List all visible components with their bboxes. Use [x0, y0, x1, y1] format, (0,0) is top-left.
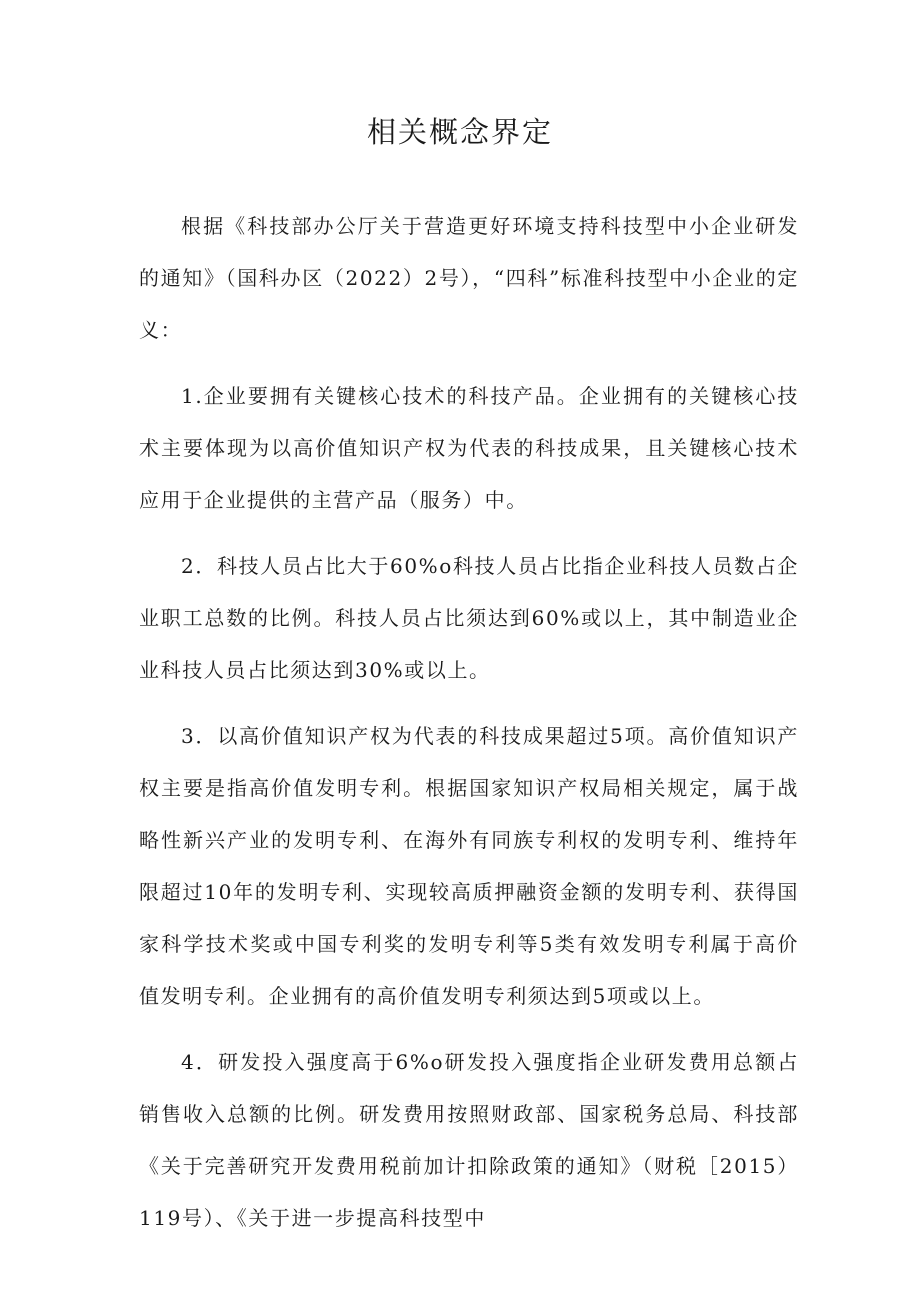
paragraph-item-2: 2．科技人员占比大于60%o科技人员占比指企业科技人员数占企业职工总数的比例。科技人员占比须达到60%或以上，其中制造业企业科技人员占比须达到30%或以上。	[139, 554, 799, 682]
page-title: 相关概念界定	[366, 115, 553, 149]
paragraph-intro: 根据《科技部办公厅关于营造更好环境支持科技型中小企业研发的通知》（国科办区（2022）2号），“四科”标准科技型中小企业的定义：	[139, 214, 799, 342]
paragraph-item-4: 4．研发投入强度高于6%o研发投入强度指企业研发费用总额占销售收入总额的比例。研发费用按照财政部、国家税务总局、科技部《关于完善研究开发费用税前加计扣除政策的通知》（财税［2015）119号）、《关于进一步提高科技型中	[139, 1050, 799, 1230]
paragraph-item-1: 1.企业要拥有关键核心技术的科技产品。企业拥有的关键核心技术主要体现为以高价值知识产权为代表的科技成果，且关键核心技术应用于企业提供的主营产品（服务）中。	[139, 384, 799, 512]
document-body	[139, 200, 799, 1244]
paragraph-item-3: 3．以高价值知识产权为代表的科技成果超过5项。高价值知识产权主要是指高价值发明专利。根据国家知识产权局相关规定，属于战略性新兴产业的发明专利、在海外有同族专利权的发明专利、维持年限超过10年的发明专利、实现较高质押融资金额的发明专利、获得国家科学技术奖或中国专利奖的发明专利等5类有效发明专利属于高价值发明专利。企业拥有的高价值发明专利须达到5项或以上。	[139, 724, 799, 1008]
